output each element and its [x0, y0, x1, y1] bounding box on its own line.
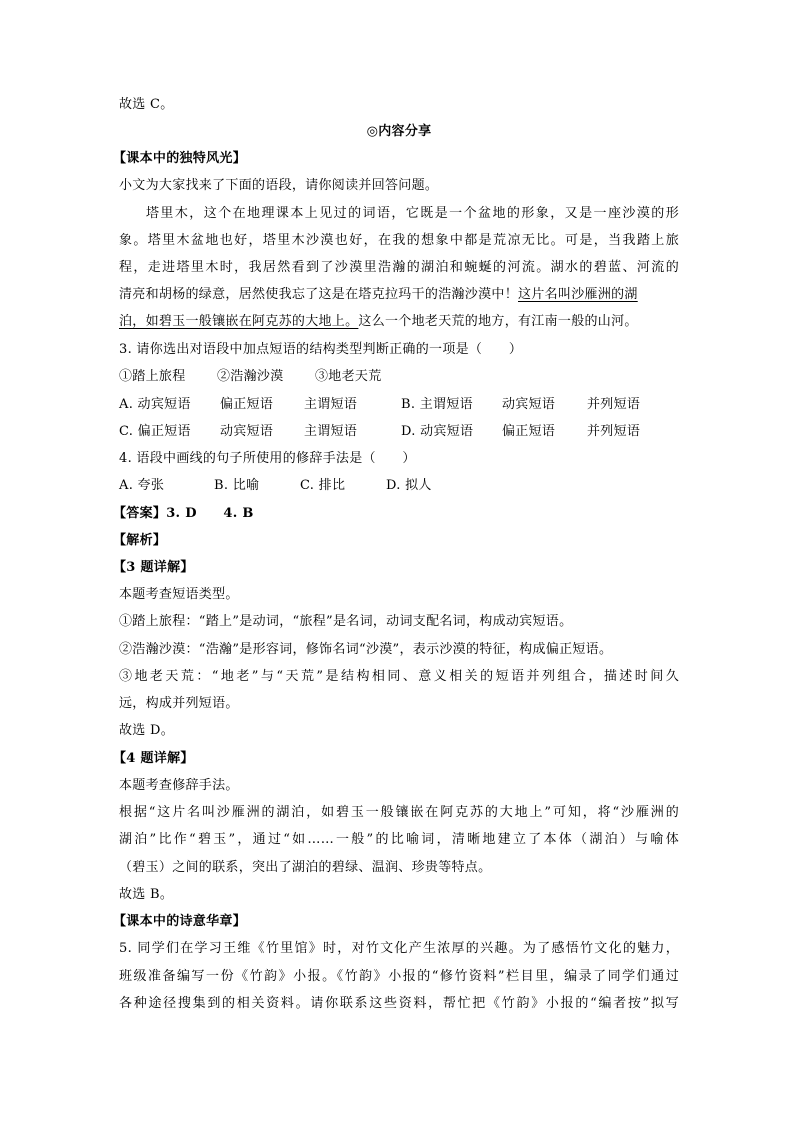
question-3: 3. 请你选出对语段中加点短语的结构类型判断正确的一项是（ ） — [119, 342, 523, 357]
q3-detail-line-5: 远，构成并列短语。 — [119, 696, 239, 711]
q3-conclusion: 故选 D。 — [119, 723, 175, 738]
passage-text: 清亮和胡杨的绿意，居然使我忘了这是在塔克拉玛干的浩瀚沙漠中！ — [119, 287, 519, 302]
q3-option-a-2: 偏正短语 — [220, 397, 274, 412]
q4-detail-line-3: 湖泊”比作“碧玉”，通过“如……一般”的比喻词，清晰地建立了本体（湖泊）与喻体 — [119, 832, 679, 847]
subsection-heading-poetry: 【课本中的诗意华章】 — [113, 914, 247, 929]
q3-option-d-2: 偏正短语 — [502, 424, 556, 439]
q3-detail-line-4: ③地老天荒：“地老”与“天荒”是结构相同、意义相关的短语并列组合，描述时间久 — [119, 669, 679, 684]
q4-detail-line-2: 根据“这片名叫沙雁洲的湖泊，如碧玉一般镶嵌在阿克苏的大地上”可知，将“沙雁洲的 — [119, 805, 679, 820]
q4-detail-line-1: 本题考查修辞手法。 — [119, 778, 239, 793]
passage-line-3: 程，走进塔里木时，我居然看到了沙漠里浩瀚的湖泊和蜿蜒的河流。湖水的碧蓝、河流的 — [119, 260, 679, 275]
passage-line-5 — [119, 312, 679, 332]
q3-option-b-2: 动宾短语 — [502, 397, 556, 412]
passage-text: 这么一个地老天荒的地方，有江南一般的山河。 — [358, 314, 638, 329]
answer-key — [113, 504, 673, 524]
analysis-heading: 【解析】 — [113, 533, 167, 548]
q3-options-row-2 — [119, 422, 679, 442]
question-5-line-1: 5. 同学们在学习王维《竹里馆》时，对竹文化产生浓厚的兴趣。为了感悟竹文化的魅力， — [119, 941, 679, 956]
q4-option-b: B. 比喻 — [214, 478, 260, 493]
section-title: ◎内容分享 — [366, 124, 432, 139]
q3-option-c-2: 动宾短语 — [220, 424, 274, 439]
q3-phrase-list — [119, 367, 679, 387]
q3-option-b: B. 主谓短语 — [401, 397, 473, 412]
passage-line-4 — [119, 285, 679, 305]
q4-option-d: D. 拟人 — [386, 478, 432, 493]
q3-detail-line-2: ①踏上旅程：“踏上”是动词，“旅程”是名词，动词支配名词，构成动宾短语。 — [119, 614, 573, 629]
q4-detail-heading: 【4 题详解】 — [113, 751, 194, 766]
q3-option-b-3: 并列短语 — [587, 397, 641, 412]
q3-phrase-3: ③地老天荒 — [315, 369, 382, 384]
q3-phrase-2: ②浩瀚沙漠 — [217, 369, 284, 384]
passage-line-2: 象。塔里木盆地也好，塔里木沙漠也好，在我的想象中都是荒凉无比。可是，当我踏上旅 — [119, 233, 679, 248]
q3-detail-heading: 【3 题详解】 — [113, 560, 194, 575]
q4-options-row — [119, 476, 679, 496]
q4-option-a: A. 夸张 — [119, 478, 165, 493]
q3-detail-line-1: 本题考查短语类型。 — [119, 587, 239, 602]
q3-option-d: D. 动宾短语 — [401, 424, 474, 439]
q3-phrase-1: ①踏上旅程 — [119, 369, 186, 384]
passage-line-1: 塔里木，这个在地理课本上见过的词语，它既是一个盆地的形象，又是一座沙漠的形 — [146, 206, 679, 221]
q4-detail-line-4: （碧玉）之间的联系，突出了湖泊的碧绿、温润、珍贵等特点。 — [119, 860, 492, 875]
q3-option-a: A. 动宾短语 — [119, 397, 191, 412]
q4-option-c: C. 排比 — [300, 478, 346, 493]
q3-options-row-1 — [119, 395, 679, 415]
question-5-line-3: 各种途径搜集到的相关资料。请你联系这些资料，帮忙把《竹韵》小报的“编者按”拟写 — [119, 996, 679, 1011]
underlined-sentence: 这片名叫沙雁洲的湖 — [518, 287, 638, 302]
answer-line-q2: 故选 C。 — [119, 97, 174, 112]
question-4: 4. 语段中画线的句子所使用的修辞手法是（ ） — [119, 451, 416, 466]
answer-label: 【答案】3. D 4. B — [113, 506, 254, 521]
question-5-line-2: 班级准备编写一份《竹韵》小报。《竹韵》小报的“修竹资料”栏目里，编录了同学们通过 — [119, 969, 679, 984]
subsection-heading-scenery: 【课本中的独特风光】 — [113, 151, 247, 166]
q3-option-c: C. 偏正短语 — [119, 424, 191, 439]
q3-option-a-3: 主谓短语 — [304, 397, 358, 412]
underlined-sentence: 泊，如碧玉一般镶嵌在阿克苏的大地上。 — [119, 314, 359, 329]
q3-option-c-3: 主谓短语 — [304, 424, 358, 439]
intro-line: 小文为大家找来了下面的语段，请你阅读并回答问题。 — [119, 178, 439, 193]
q4-conclusion: 故选 B。 — [119, 887, 174, 902]
q3-option-d-3: 并列短语 — [587, 424, 641, 439]
q3-detail-line-3: ②浩瀚沙漠：“浩瀚”是形容词，修饰名词“沙漠”，表示沙漠的特征，构成偏正短语。 — [119, 642, 613, 657]
